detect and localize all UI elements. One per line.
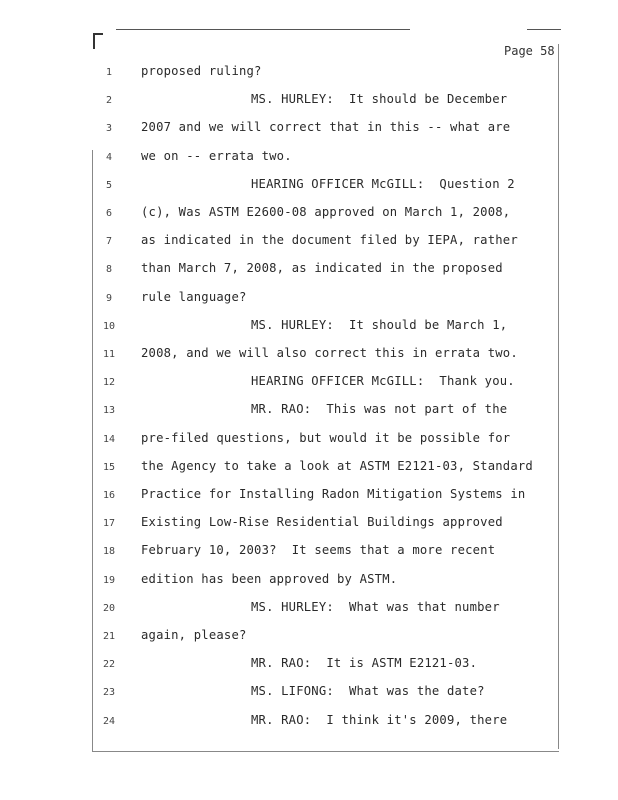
- transcript-line: [0, 487, 618, 507]
- transcript-line: [0, 261, 618, 281]
- transcript-line: [0, 64, 618, 84]
- line-number: 7: [105, 236, 113, 248]
- line-text: February 10, 2003? It seems that a more recent: [141, 543, 496, 558]
- transcript-line: [0, 572, 618, 592]
- line-number: 2: [105, 95, 113, 107]
- line-number: 3: [105, 123, 113, 135]
- line-text: MS. HURLEY: It should be March 1,: [251, 317, 508, 332]
- transcript-line: [0, 120, 618, 140]
- line-number: 20: [102, 602, 116, 614]
- line-text: as indicated in the document filed by IEPA, rather: [141, 233, 518, 248]
- transcript-line: [0, 346, 618, 366]
- line-text: HEARING OFFICER McGILL: Thank you.: [251, 374, 515, 389]
- transcript-line: [0, 600, 618, 620]
- line-text: than March 7, 2008, as indicated in the proposed: [141, 261, 503, 276]
- line-text: MS. HURLEY: It should be December: [251, 92, 508, 107]
- line-text: MR. RAO: This was not part of the: [251, 402, 508, 417]
- line-number: 22: [102, 659, 116, 671]
- line-text: MR. RAO: I think it's 2009, there: [251, 712, 508, 727]
- transcript-line: [0, 628, 618, 648]
- line-number: 16: [102, 490, 116, 501]
- transcript-line: [0, 318, 618, 338]
- line-text: pre-filed questions, but would it be possible for: [141, 430, 511, 445]
- line-text: the Agency to take a look at ASTM E2121-03, Standard: [141, 458, 533, 473]
- line-text: rule language?: [141, 289, 247, 304]
- line-text: again, please?: [141, 628, 247, 642]
- line-number: 5: [105, 179, 113, 191]
- line-number: 4: [105, 151, 113, 163]
- line-text: 2008, and we will also correct this in errata two.: [141, 346, 518, 360]
- line-number: 11: [102, 349, 116, 360]
- line-text: HEARING OFFICER McGILL: Question 2: [251, 176, 515, 191]
- top-rule: [116, 29, 410, 30]
- line-text: MS. LIFONG: What was the date?: [251, 684, 485, 699]
- line-number: 14: [102, 433, 116, 445]
- transcript-line: [0, 656, 618, 676]
- line-number: 21: [102, 631, 116, 642]
- line-number: 24: [102, 715, 116, 727]
- line-number: 6: [105, 208, 113, 219]
- transcript-line: [0, 177, 618, 197]
- line-number: 1: [105, 67, 113, 78]
- transcript-line: [0, 233, 618, 253]
- line-number: 18: [102, 546, 116, 558]
- line-text: MS. HURLEY: What was that number: [251, 599, 500, 614]
- line-text: we on -- errata two.: [141, 148, 292, 163]
- transcript-line: [0, 402, 618, 422]
- transcript-line: [0, 543, 618, 563]
- transcript-line: [0, 431, 618, 451]
- line-number: 15: [102, 461, 116, 473]
- line-number: 8: [105, 264, 113, 276]
- line-text: 2007 and we will correct that in this -- what are: [141, 120, 511, 135]
- line-number: 17: [102, 518, 116, 530]
- line-number: 12: [102, 377, 116, 389]
- transcript-line: [0, 713, 618, 733]
- line-text: proposed ruling?: [141, 64, 262, 78]
- line-text: (c), Was ASTM E2600-08 approved on March 1, 2008,: [141, 205, 511, 219]
- line-text: edition has been approved by ASTM.: [141, 571, 398, 586]
- page-number: Page 58: [504, 44, 555, 58]
- line-number: 13: [102, 405, 116, 417]
- transcript-line: [0, 149, 618, 169]
- line-text: Practice for Installing Radon Mitigation Systems in: [141, 487, 526, 501]
- top-rule-right: [527, 29, 561, 30]
- transcript-line: [0, 515, 618, 535]
- line-number: 23: [102, 687, 116, 699]
- bottom-rule: [92, 751, 559, 752]
- line-number: 10: [102, 320, 116, 332]
- line-number: 9: [105, 292, 113, 304]
- transcript-line: [0, 374, 618, 394]
- line-number: 19: [102, 574, 116, 586]
- corner-mark: [93, 33, 103, 49]
- line-text: MR. RAO: It is ASTM E2121-03.: [251, 656, 478, 671]
- transcript-line: [0, 92, 618, 112]
- transcript-line: [0, 205, 618, 225]
- transcript-line: [0, 684, 618, 704]
- transcript-line: [0, 290, 618, 310]
- transcript-line: [0, 459, 618, 479]
- line-text: Existing Low-Rise Residential Buildings approved: [141, 515, 503, 530]
